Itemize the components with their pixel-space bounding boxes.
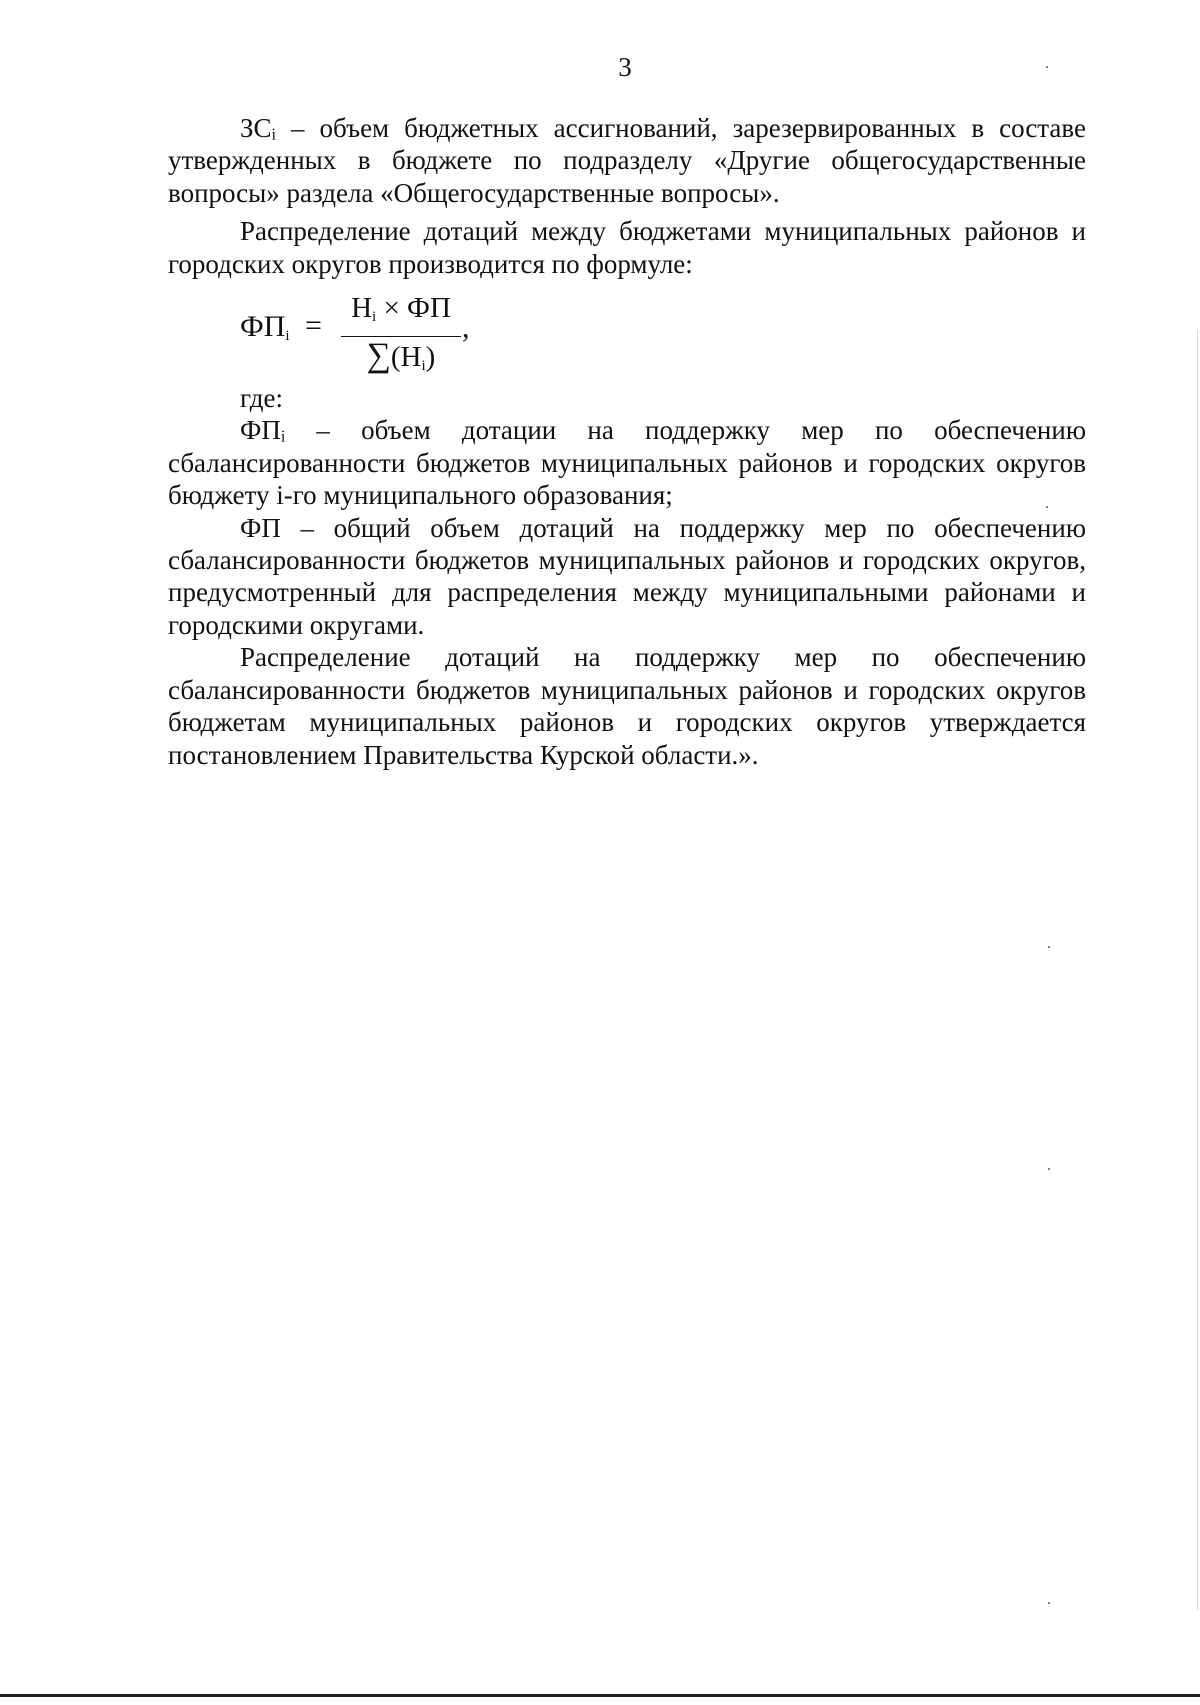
paragraph-fp-definition: ФП – общий объем дотаций на поддержку мер по обеспечению сбалансированности бюджетов муниципальных районов и городских округов, предусмотренный для распределения между муниципальными районами и городскими округами. xyxy=(168,512,1086,640)
document-body xyxy=(168,112,1086,771)
paragraph-distribution-formula-intro: Распределение дотаций между бюджетами муниципальных районов и городских округов производится по формуле: xyxy=(168,216,1086,279)
formula-numerator: $Н_i$ × ФП xyxy=(351,292,451,326)
where-label: где: xyxy=(240,383,283,414)
scan-speck xyxy=(1046,506,1048,508)
page-number: 3 xyxy=(618,52,632,82)
paragraph-approval: Распределение дотаций на поддержку мер по обеспечению сбалансированности бюджетов муниципальных районов и городских округов бюджетам муниципальных районов и городских округов утверждается постановлением Правительства Курской области.». xyxy=(168,642,1086,770)
paragraph-fp-i-definition: ФПᵢ – объем дотации на поддержку мер по обеспечению сбалансированности бюджетов муниципальных районов и городских округов бюджету i-го муниципального образования; xyxy=(168,415,1086,511)
formula-lhs: $ФП_i$ xyxy=(240,310,290,345)
scan-speck xyxy=(1048,1602,1050,1604)
formula-comma: , xyxy=(462,311,470,345)
scan-speck xyxy=(1046,66,1048,68)
formula-equals: = xyxy=(305,309,322,343)
formula-fraction-bar xyxy=(341,336,461,337)
scan-speck xyxy=(1048,1168,1050,1170)
formula-denominator: $\sum(Н_i)$ xyxy=(366,337,436,375)
formula-fp-i xyxy=(168,292,1086,388)
sigma-icon: ∑ xyxy=(366,337,391,375)
formula-fraction xyxy=(341,290,461,383)
paragraph-zc-definition: ЗСᵢ – объем бюджетных ассигнований, зарезервированных в составе утвержденных в бюджете по подразделу «Другие общегосударственные вопросы» раздела «Общегосударственные вопросы». xyxy=(168,113,1086,208)
scan-edge-line xyxy=(1197,330,1198,1610)
scan-speck xyxy=(1048,946,1050,948)
scan-bottom-border xyxy=(0,1694,1200,1697)
